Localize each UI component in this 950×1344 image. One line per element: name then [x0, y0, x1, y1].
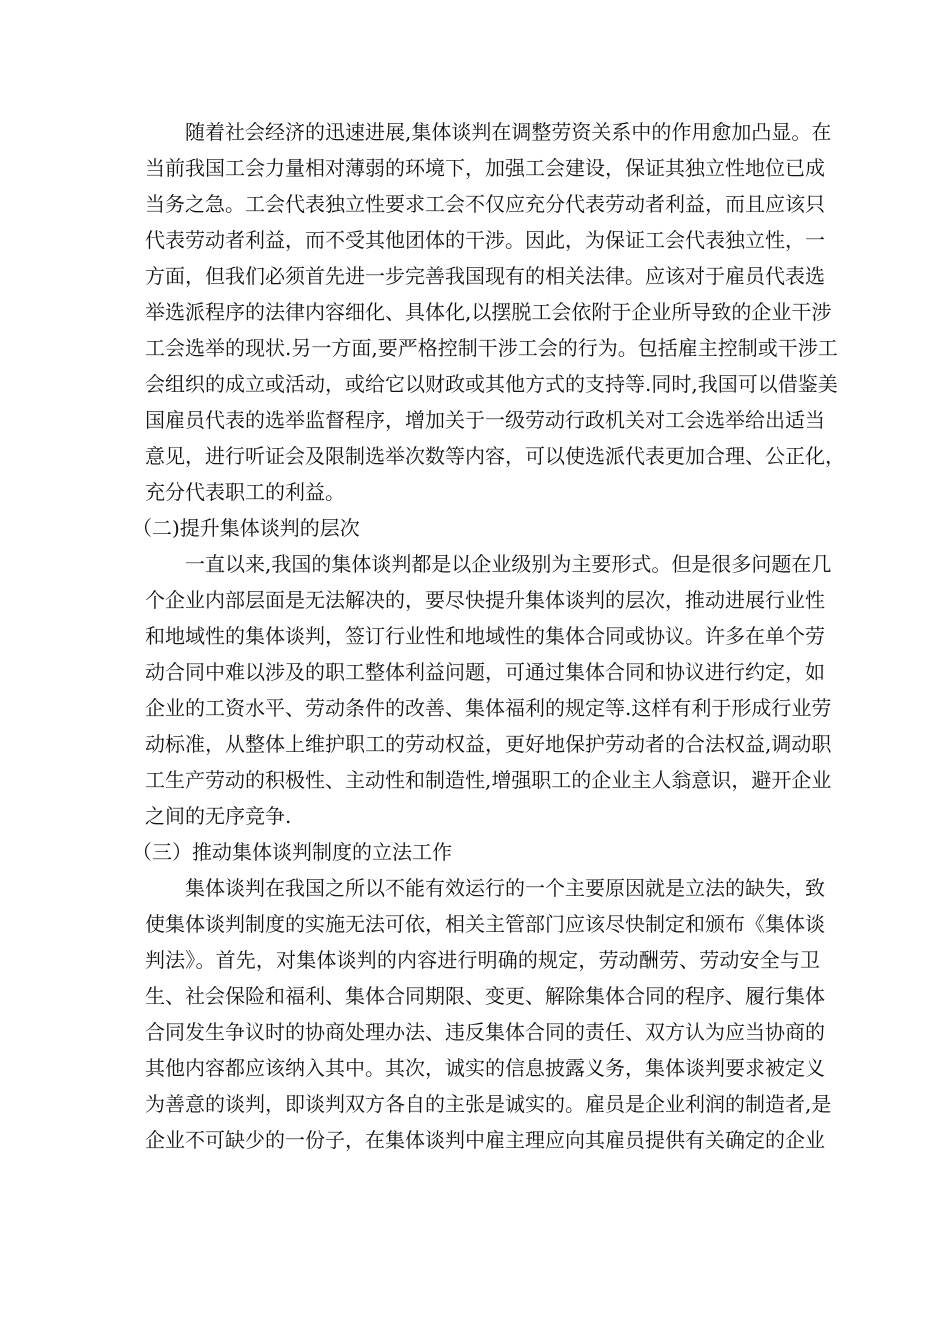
paragraph-3-line-7: 为善意的谈判，即谈判双方各自的主张是诚实的。雇员是企业利润的制造者,是 — [145, 1092, 832, 1116]
paragraph-1-line-8: 会组织的成立或活动，或给它以财政或其他方式的支持等.同时,我国可以借鉴美 — [145, 372, 838, 396]
paragraph-1-line-11: 充分代表职工的利益。 — [145, 480, 345, 504]
paragraph-1-line-5: 方面，但我们必须首先进一步完善我国现有的相关法律。应该对于雇员代表选 — [145, 264, 825, 288]
paragraph-3-line-5: 合同发生争议时的协商处理办法、违反集体合同的责任、双方认为应当协商的 — [145, 1020, 825, 1044]
paragraph-1-line-9: 国雇员代表的选举监督程序，增加关于一级劳动行政机关对工会选举给出适当 — [145, 408, 825, 432]
paragraph-1-line-2: 当前我国工会力量相对薄弱的环境下，加强工会建设，保证其独立性地位已成 — [145, 156, 825, 180]
section-heading-2: （二)提升集体谈判的层次 — [132, 516, 360, 540]
paragraph-2-line-2: 个企业内部层面是无法解决的，要尽快提升集体谈判的层次，推动进展行业性 — [145, 588, 825, 612]
paragraph-2-line-7: 工生产劳动的积极性、主动性和制造性,增强职工的企业主人翁意识，避开企业 — [145, 768, 832, 792]
paragraph-1-line-6: 举选派程序的法律内容细化、具体化,以摆脱工会依附于企业所导致的企业干涉 — [145, 300, 832, 324]
paragraph-2-line-8: 之间的无序竞争. — [145, 804, 292, 828]
paragraph-1-line-7: 工会选举的现状.另一方面,要严格控制干涉工会的行为。包括雇主控制或干涉工 — [145, 336, 838, 360]
paragraph-1-line-10: 意见，进行听证会及限制选举次数等内容，可以使选派代表更加合理、公正化， — [145, 444, 845, 468]
paragraph-1-line-4: 代表劳动者利益，而不受其他团体的干涉。因此，为保证工会代表独立性，一 — [145, 228, 825, 252]
section-heading-3: （三）推动集体谈判制度的立法工作 — [132, 840, 452, 864]
paragraph-3-line-3: 判法》。首先，对集体谈判的内容进行明确的规定，劳动酬劳、劳动安全与卫 — [145, 948, 820, 972]
paragraph-3-line-6: 其他内容都应该纳入其中。其次，诚实的信息披露义务，集体谈判要求被定义 — [145, 1056, 825, 1080]
paragraph-1-line-1: 随着社会经济的迅速进展,集体谈判在调整劳资关系中的作用愈加凸显。在 — [185, 120, 832, 144]
paragraph-1-line-3: 当务之急。工会代表独立性要求工会不仅应充分代表劳动者利益，而且应该只 — [145, 192, 825, 216]
paragraph-2-line-1: 一直以来,我国的集体谈判都是以企业级别为主要形式。但是很多问题在几 — [185, 552, 832, 576]
paragraph-2-line-6: 动标准，从整体上维护职工的劳动权益，更好地保护劳动者的合法权益,调动职 — [145, 732, 832, 756]
paragraph-3-line-8: 企业不可缺少的一份子，在集体谈判中雇主理应向其雇员提供有关确定的企业 — [145, 1128, 825, 1152]
paragraph-2-line-3: 和地域性的集体谈判，签订行业性和地域性的集体合同或协议。许多在单个劳 — [145, 624, 825, 648]
paragraph-3-line-1: 集体谈判在我国之所以不能有效运行的一个主要原因就是立法的缺失，致 — [185, 876, 825, 900]
paragraph-3-line-4: 生、社会保险和福利、集体合同期限、变更、解除集体合同的程序、履行集体 — [145, 984, 825, 1008]
paragraph-3-line-2: 使集体谈判制度的实施无法可依，相关主管部门应该尽快制定和颁布《集体谈 — [145, 912, 825, 936]
paragraph-2-line-5: 企业的工资水平、劳动条件的改善、集体福利的规定等.这样有利于形成行业劳 — [145, 696, 832, 720]
paragraph-2-line-4: 动合同中难以涉及的职工整体利益问题，可通过集体合同和协议进行约定，如 — [145, 660, 825, 684]
